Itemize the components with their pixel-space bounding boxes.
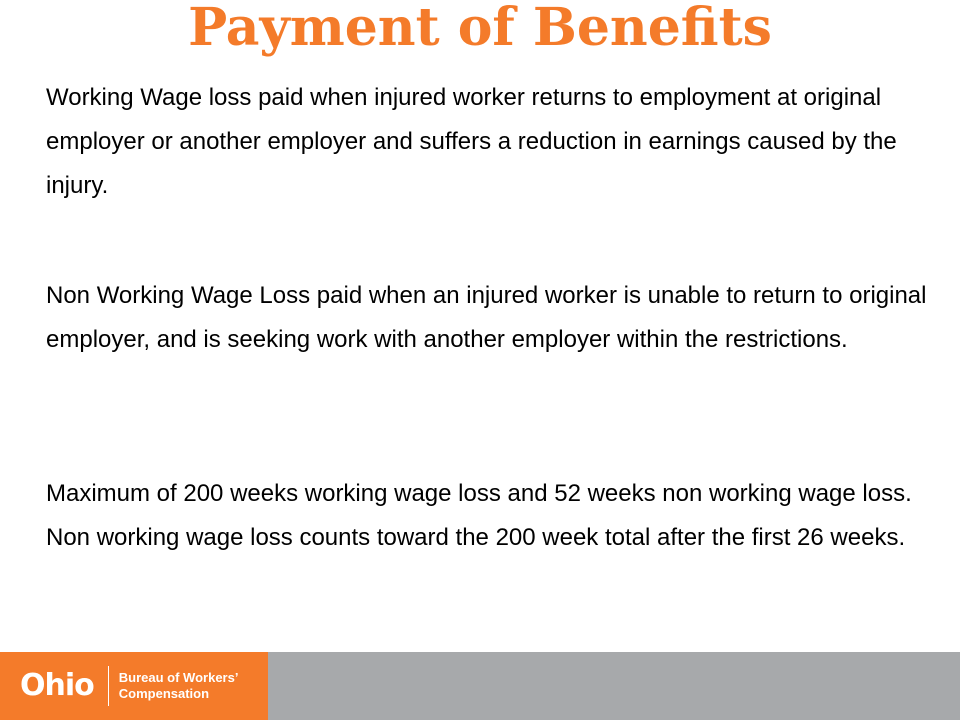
bureau-name-line2: Compensation: [118, 686, 210, 701]
footer-bar: [0, 652, 960, 720]
logo-divider: [108, 666, 109, 706]
maximum-weeks-paragraph: Maximum of 200 weeks working wage loss and 52 weeks non working wage loss. Non working wage loss counts toward the 200 week total after the first 26 weeks.: [46, 480, 912, 551]
slide-title: Payment of Benefits: [188, 0, 772, 58]
non-working-wage-loss-paragraph: Non Working Wage Loss paid when an injured worker is unable to return to original employer, and is seeking work with another employer within the restrictions.: [46, 282, 927, 353]
bwc-logo: [0, 652, 268, 720]
ohio-logo-text: Ohio: [20, 668, 94, 703]
bureau-name-line1: Bureau of Workers’: [118, 670, 239, 685]
working-wage-loss-paragraph: Working Wage loss paid when injured worker returns to employment at original employer or another employer and suffers a reduction in earnings caused by the injury.: [46, 84, 897, 199]
bureau-name: [119, 670, 239, 702]
